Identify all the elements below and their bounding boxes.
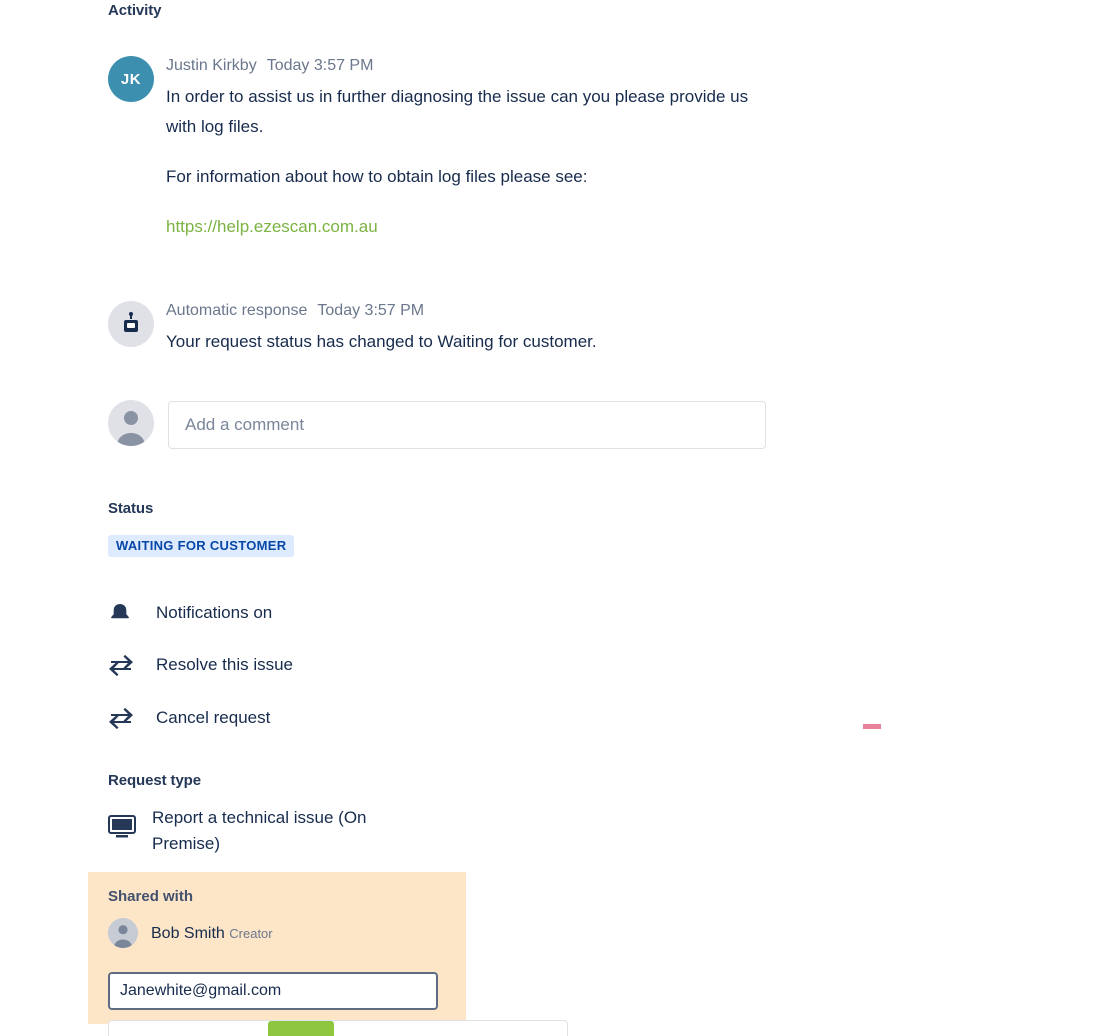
comment-paragraph: In order to assist us in further diagnosing the issue can you please provide us with log files. — [166, 87, 749, 136]
comment-paragraph: For information about how to obtain log files please see: — [166, 167, 588, 186]
comment-body — [166, 301, 808, 357]
status-heading: Status — [108, 500, 154, 517]
add-comment-row — [108, 400, 808, 450]
action-resolve-issue[interactable] — [108, 650, 293, 680]
person-role: Creator — [229, 925, 273, 941]
request-type-label: Report a technical issue (On Premise) — [152, 808, 367, 853]
action-label: Notifications on — [156, 603, 273, 622]
comment-paragraph: Your request status has changed to Waiting for customer. — [166, 332, 597, 351]
bell-icon — [108, 601, 142, 625]
share-button[interactable] — [268, 1021, 334, 1036]
activity-comment — [108, 56, 808, 242]
status-badge: WAITING FOR CUSTOMER — [108, 535, 294, 557]
action-label: Resolve this issue — [156, 655, 294, 674]
comment-author: Justin Kirkby — [166, 57, 257, 74]
monitor-icon — [108, 805, 152, 844]
person-text — [151, 924, 273, 943]
transition-arrows-icon — [108, 707, 142, 729]
comment-text — [166, 327, 766, 357]
action-cancel-request[interactable] — [108, 703, 270, 733]
shared-with-heading: Shared with — [108, 888, 194, 905]
user-avatar-icon — [108, 400, 154, 446]
person-name: Bob Smith — [151, 924, 225, 942]
comment-body — [166, 56, 808, 242]
share-email-input[interactable] — [108, 972, 438, 1010]
share-dropdown-panel[interactable] — [108, 1020, 568, 1036]
comment-author: Automatic response — [166, 302, 308, 319]
action-label: Cancel request — [156, 708, 271, 727]
shared-person — [108, 918, 273, 948]
highlight-marker — [863, 724, 881, 729]
activity-comment-automatic — [108, 301, 808, 357]
add-comment-input[interactable] — [168, 401, 766, 449]
request-type-row — [108, 805, 528, 857]
activity-heading: Activity — [108, 2, 162, 19]
user-avatar-icon — [108, 918, 138, 948]
comment-meta — [166, 56, 808, 76]
comment-meta — [166, 301, 808, 321]
action-notifications[interactable] — [108, 598, 272, 628]
request-type-heading: Request type — [108, 772, 201, 789]
avatar: JK — [108, 56, 154, 102]
help-link[interactable]: https://help.ezescan.com.au — [166, 217, 378, 236]
comment-text — [166, 82, 766, 242]
transition-arrows-icon — [108, 654, 142, 676]
shared-with-panel — [88, 872, 466, 1024]
robot-icon — [108, 301, 154, 347]
comment-timestamp: Today 3:57 PM — [266, 57, 374, 74]
comment-timestamp: Today 3:57 PM — [317, 302, 425, 319]
